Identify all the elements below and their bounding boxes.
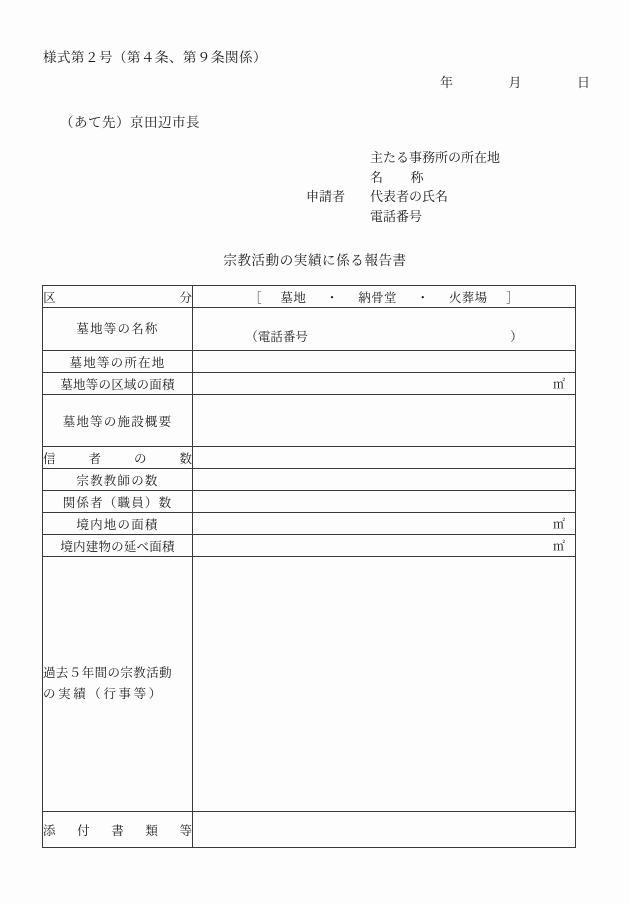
addressee-line: （あて先）京田辺市長 — [60, 115, 200, 130]
value-believers[interactable] — [193, 447, 576, 469]
value-teachers[interactable] — [193, 469, 576, 491]
label-staff — [43, 491, 193, 513]
label-precinct-area — [43, 513, 193, 535]
facility-phone-field[interactable] — [193, 327, 575, 345]
applicant-office-label: 主たる事務所の所在地 — [370, 150, 501, 165]
label-attachments-text: 添 付 書 類 等 — [43, 823, 192, 838]
table-row-staff — [43, 491, 576, 513]
label-precinct-area-text: 境内地の面積 — [76, 517, 159, 532]
unit-square-meter-precinct: ㎡ — [552, 517, 565, 531]
applicant-name-label: 名 称 — [370, 169, 425, 185]
table-row-facility-name — [43, 308, 576, 351]
bracket-close: ］ — [506, 290, 520, 305]
table-row-classification — [43, 286, 576, 308]
label-teachers-text: 宗教教師の数 — [76, 473, 159, 488]
facility-phone-label: （電話番号 — [245, 330, 308, 344]
label-teachers — [43, 469, 193, 491]
label-staff-text: 関係者（職員）数 — [62, 495, 173, 510]
value-facility-outline[interactable] — [193, 395, 576, 447]
value-facility-name[interactable] — [193, 308, 576, 351]
bracket-open: ［ — [248, 290, 262, 305]
label-five-year-line-2: の実績（行事等） — [43, 687, 164, 701]
label-site-area — [43, 373, 193, 395]
choice-separator-1: ・ — [325, 290, 339, 305]
applicant-office-row — [306, 148, 500, 168]
form-number: 様式第２号（第４条、第９条関係） — [43, 50, 267, 65]
applicant-name-row — [306, 168, 500, 188]
facility-phone-close-paren: ） — [510, 330, 523, 344]
label-believers-text: 信 者 の 数 — [43, 451, 192, 466]
applicant-phone-row — [306, 207, 500, 227]
page-title: 宗教活動の実績に係る報告書 — [223, 253, 407, 268]
value-attachments[interactable] — [193, 812, 576, 848]
label-believers — [43, 447, 193, 469]
label-building-area-text: 境内建物の延べ面積 — [60, 539, 175, 554]
label-location-text: 墓地等の所在地 — [69, 355, 166, 370]
label-facility-outline — [43, 395, 193, 447]
date-year-label: 年 — [440, 75, 454, 90]
label-five-year-line-1: 過去５年間の宗教活動 — [43, 666, 173, 680]
choice-separator-2: ・ — [416, 290, 430, 305]
classification-choices — [193, 288, 575, 306]
label-facility-name — [43, 308, 193, 351]
date-day-label: 日 — [576, 75, 590, 90]
table-row-precinct-area — [43, 513, 576, 535]
label-building-area — [43, 535, 193, 557]
label-classification — [43, 286, 193, 308]
value-five-year-activities[interactable] — [193, 557, 576, 812]
label-attachments — [43, 812, 193, 848]
label-site-area-text: 墓地等の区域の面積 — [60, 377, 175, 392]
value-site-area[interactable] — [193, 373, 576, 395]
label-classification-char-1: 区 — [43, 290, 56, 305]
label-facility-name-text: 墓地等の名称 — [76, 322, 159, 336]
label-location — [43, 351, 193, 373]
table-row-location — [43, 351, 576, 373]
choice-boichi[interactable]: 墓地 — [280, 290, 307, 305]
value-classification[interactable] — [193, 286, 576, 308]
report-table — [42, 285, 576, 848]
date-month-label: 月 — [508, 75, 522, 90]
applicant-phone-label: 電話番号 — [370, 208, 423, 224]
value-staff[interactable] — [193, 491, 576, 513]
applicant-block — [306, 148, 500, 226]
unit-square-meter-building: ㎡ — [552, 539, 565, 553]
label-five-year-activities — [43, 557, 193, 812]
table-row-site-area — [43, 373, 576, 395]
table-row-believers — [43, 447, 576, 469]
applicant-label: 申請者 — [306, 189, 346, 204]
applicant-representative-row — [306, 187, 500, 207]
applicant-representative-label: 代表者の氏名 — [370, 189, 449, 204]
table-row-five-year-activities — [43, 557, 576, 812]
label-facility-outline-text: 墓地等の施設概要 — [62, 414, 173, 429]
date-line — [440, 72, 590, 91]
value-precinct-area[interactable] — [193, 513, 576, 535]
unit-square-meter-site: ㎡ — [552, 377, 565, 391]
value-building-area[interactable] — [193, 535, 576, 557]
table-row-teachers — [43, 469, 576, 491]
choice-kasoba[interactable]: 火葬場 — [448, 290, 488, 305]
table-row-facility-outline — [43, 395, 576, 447]
table-row-attachments — [43, 812, 576, 848]
label-classification-char-2: 分 — [179, 290, 192, 305]
table-row-building-area — [43, 535, 576, 557]
choice-nokotsudo[interactable]: 納骨堂 — [358, 290, 397, 305]
value-location[interactable] — [193, 351, 576, 373]
